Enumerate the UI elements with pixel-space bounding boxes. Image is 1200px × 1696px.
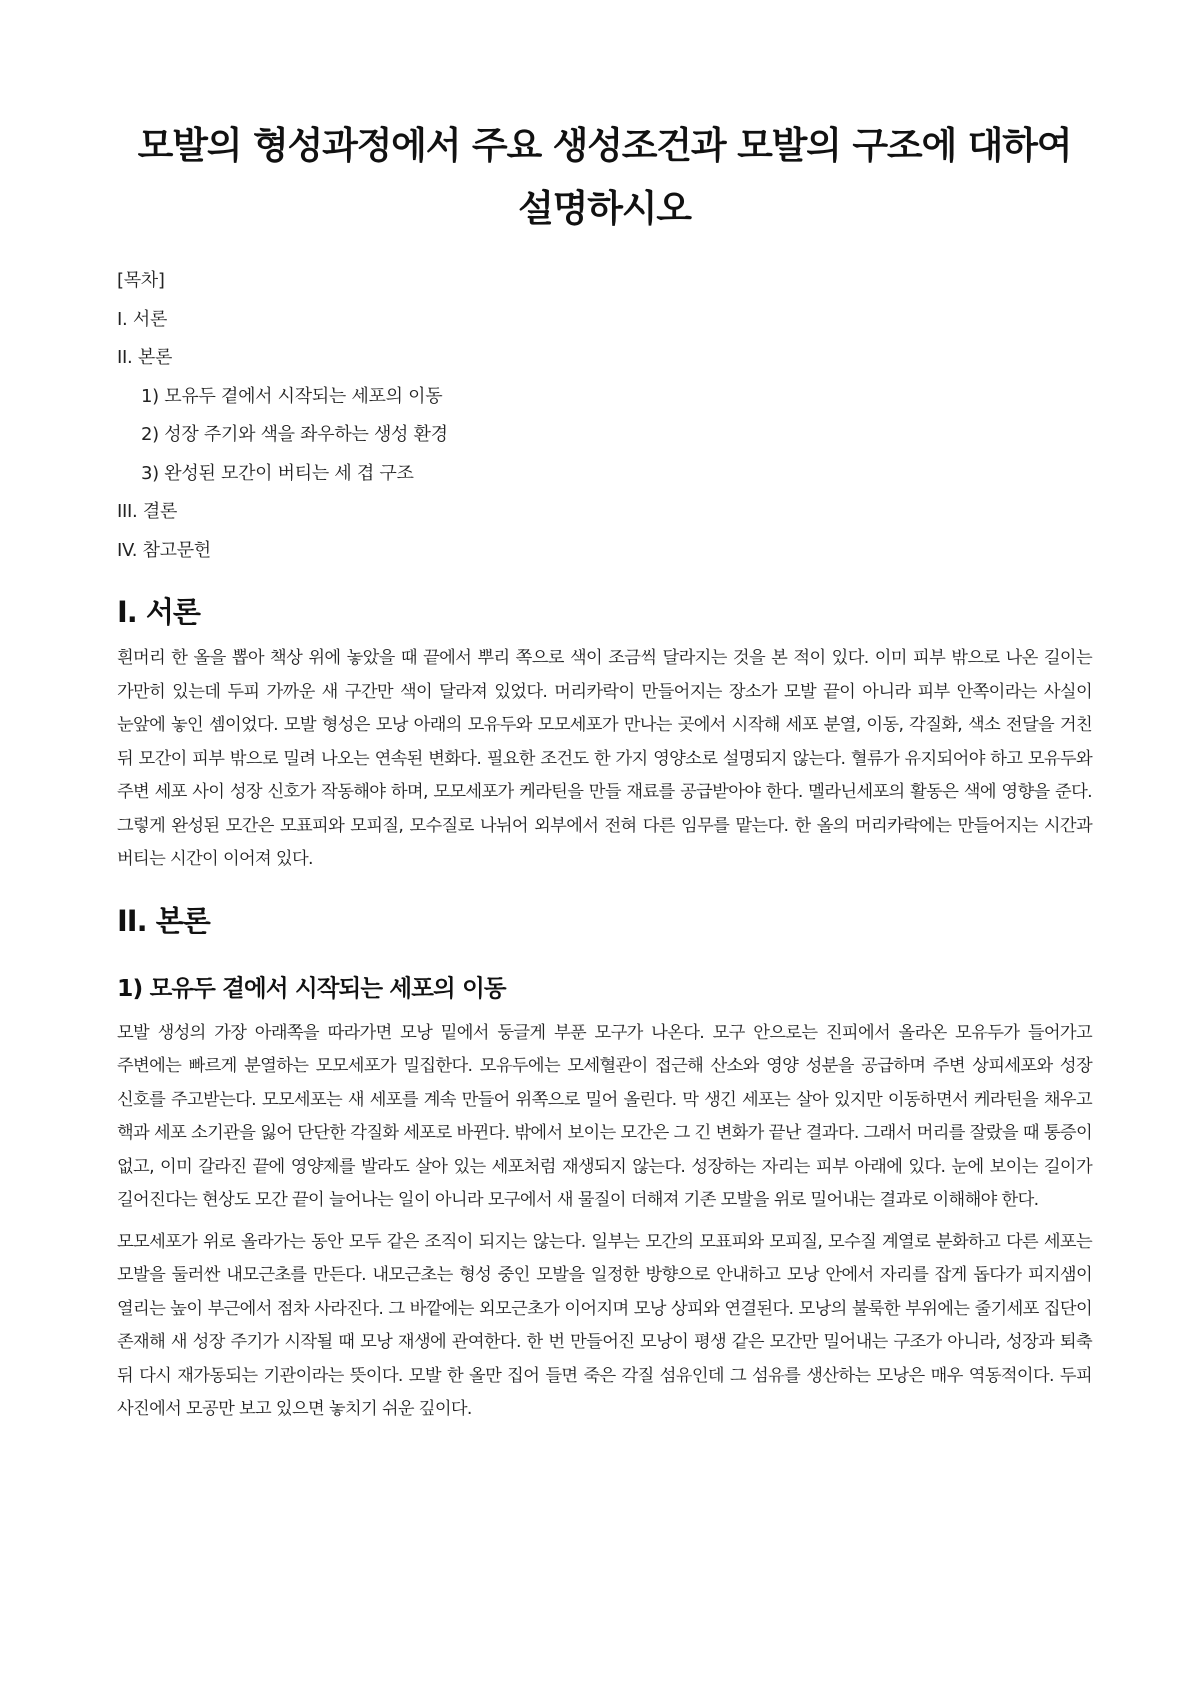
toc-item-body-sub2: 2) 성장 주기와 색을 좌우하는 생성 환경 bbox=[141, 424, 448, 445]
toc-item-conclusion: III. 결론 bbox=[117, 501, 178, 522]
subsection-1-paragraph-1: 모발 생성의 가장 아래쪽을 따라가면 모낭 밑에서 둥글게 부푼 모구가 나온다. 모구 안으로는 진피에서 올라온 모유두가 들어가고 주변에는 빠르게 분열하는 모모세포가 밀집한다. 모유두에는 모세혈관이 접근해 산소와 영양 성분을 공급하며 주변 상피세포와 성장 신호를 주고받는다. 모모세포는 새 세포를 계속 만들어 위쪽으로 밀어 올린다. 막 생긴 세포는 살아 있지만 이동하면서 케라틴을 채우고 핵과 세포 소기관을 잃어 단단한 각질화 세포로 바뀐다. 밖에서 보이는 모간은 그 긴 변화가 끝난 결과다. 그래서 머리를 잘랐을 때 통증이 없고, 이미 갈라진 끝에 영양제를 발라도 살아 있는 세포처럼 재생되지 않는다. 성장하는 자리는 피부 아래에 있다. 눈에 보이는 길이가 길어진다는 현상도 모간 끝이 늘어나는 일이 아니라 모구에서 새 물질이 더해져 기존 모발을 위로 밀어내는 결과로 이해해야 한다. bbox=[117, 1022, 1092, 1210]
toc-item-intro: I. 서론 bbox=[117, 308, 168, 330]
table-of-contents bbox=[117, 262, 1092, 570]
toc-item-body-sub1: 1) 모유두 곁에서 시작되는 세포의 이동 bbox=[141, 385, 443, 407]
toc-heading: [목차] bbox=[117, 270, 165, 291]
intro-paragraph: 흰머리 한 올을 뽑아 책상 위에 놓았을 때 끝에서 뿌리 쪽으로 색이 조금씩 달라지는 것을 본 적이 있다. 이미 피부 밖으로 나온 길이는 가만히 있는데 두피 가까운 새 구간만 색이 달라져 있었다. 머리카락이 만들어지는 장소가 모발 끝이 아니라 피부 안쪽이라는 사실이 눈앞에 놓인 셈이었다. 모발 형성은 모낭 아래의 모유두와 모모세포가 만나는 곳에서 시작해 세포 분열, 이동, 각질화, 색소 전달을 거친 뒤 모간이 피부 밖으로 밀려 나오는 연속된 변화다. 필요한 조건도 한 가지 영양소로 설명되지 않는다. 혈류가 유지되어야 하고 모유두와 주변 세포 사이 성장 신호가 작동해야 하며, 모모세포가 케라틴을 만들 재료를 공급받아야 한다. 멜라닌세포의 활동은 색에 영향을 준다. 그렇게 완성된 모간은 모표피와 모피질, 모수질로 나뉘어 외부에서 전혀 다른 임무를 맡는다. 한 올의 머리카락에는 만들어지는 시간과 버티는 시간이 이어져 있다. bbox=[117, 648, 1092, 869]
subsection-heading-1: 1) 모유두 곁에서 시작되는 세포의 이동 bbox=[117, 973, 506, 1002]
section-heading-body: II. 본론 bbox=[117, 903, 210, 938]
toc-item-references: IV. 참고문헌 bbox=[117, 539, 211, 561]
section-heading-intro: I. 서론 bbox=[117, 595, 200, 629]
toc-item-body-sub3: 3) 완성된 모간이 버티는 세 겹 구조 bbox=[141, 462, 414, 484]
toc-item-body: II. 본론 bbox=[117, 347, 173, 368]
subsection-1-paragraph-2: 모모세포가 위로 올라가는 동안 모두 같은 조직이 되지는 않는다. 일부는 모간의 모표피와 모피질, 모수질 계열로 분화하고 다른 세포는 모발을 둘러싼 내모근초를 만든다. 내모근초는 형성 중인 모발을 일정한 방향으로 안내하고 모낭 안에서 자리를 잡게 돕다가 피지샘이 열리는 높이 부근에서 점차 사라진다. 그 바깥에는 외모근초가 이어지며 모낭 상피와 연결된다. 모낭의 불룩한 부위에는 줄기세포 집단이 존재해 새 성장 주기가 시작될 때 모낭 재생에 관여한다. 한 번 만들어진 모낭이 평생 같은 모간만 밀어내는 구조가 아니라, 성장과 퇴축 뒤 다시 재가동되는 기관이라는 뜻이다. 모발 한 올만 집어 들면 죽은 각질 섬유인데 그 섬유를 생산하는 모낭은 매우 역동적이다. 두피 사진에서 모공만 보고 있으면 놓치기 쉬운 깊이다. bbox=[117, 1231, 1092, 1419]
document-title: 모발의 형성과정에서 주요 생성조건과 모발의 구조에 대하여 설명하시오 bbox=[137, 124, 1072, 230]
